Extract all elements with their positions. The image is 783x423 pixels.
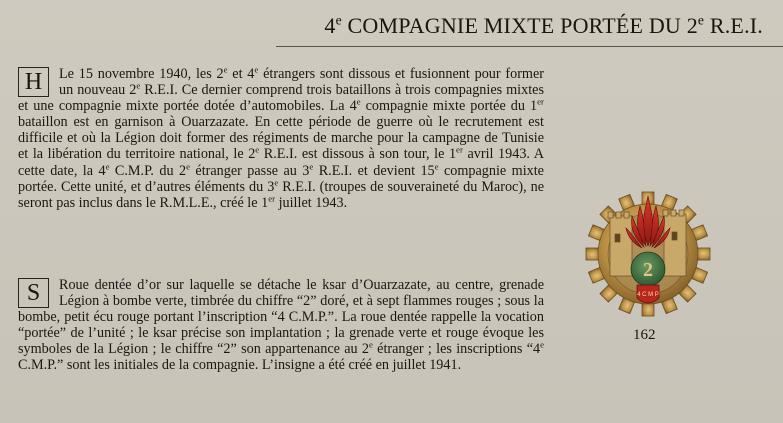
title-divider: [276, 46, 783, 47]
page-title: 4e COMPAGNIE MIXTE PORTÉE DU 2e R.E.I.: [324, 12, 763, 38]
history-text: Le 15 novembre 1940, les 2e et 4e étrangers sont dissous et fusionnent pour former un nouveau 2e R.E.I. Ce dernier comprend trois bataillons à trois compagnies mixtes et une compagnie mixte portée dotée d’automobiles. La 4e compagnie mixte portée du 1er bataillon est en garnison à Ouarzazate. En cette période de guerre où le recrutement est difficile et où la Légion doit former des régiments de marche pour la campagne de Tunisie et la libération du territoire national, le 2e R.E.I. est dissous à son tour, le 1er avril 1943. A cette date, la 4e C.M.P. du 2e étranger passe au 3e R.E.I. et devient 15e compagnie mixte portée. Cette unité, et d’autres éléments du 3e R.E.I. (troupes de souveraineté du Maroc), ne seront pas inclus dans le R.M.L.E., créé le 1er juillet 1943.: [18, 64, 545, 211]
history-section: [18, 66, 544, 211]
bomb-number: 2: [643, 259, 653, 281]
insignia-caption: 162: [633, 327, 656, 343]
legion-grenade-gear-insignia-icon: [568, 184, 728, 324]
symbolism-dropcap: S: [18, 278, 49, 308]
symbolism-text: Roue dentée d’or sur laquelle se détache le ksar d’Ouarzazate, au centre, grenade Légion à bombe verte, timbrée du chiffre “2” doré, et à sept flammes rouges ; sous la bombe, petit écu rouge portant l’inscription “4 C.M.P.”. La roue dentée rappelle la vocation “portée” de l’unité ; le ksar précise son implantation ; la grenade verte et rouge évoque les symboles de la Légion ; le chiffre “2” son appartenance au 2e étranger ; les inscriptions “4e C.M.P.” sont les initiales de la compagnie. L’insigne a été créé en juillet 1941.: [18, 277, 544, 374]
history-dropcap: H: [18, 67, 49, 97]
shield-inscription: 4 C M P: [637, 292, 659, 298]
symbolism-section: [18, 277, 544, 374]
